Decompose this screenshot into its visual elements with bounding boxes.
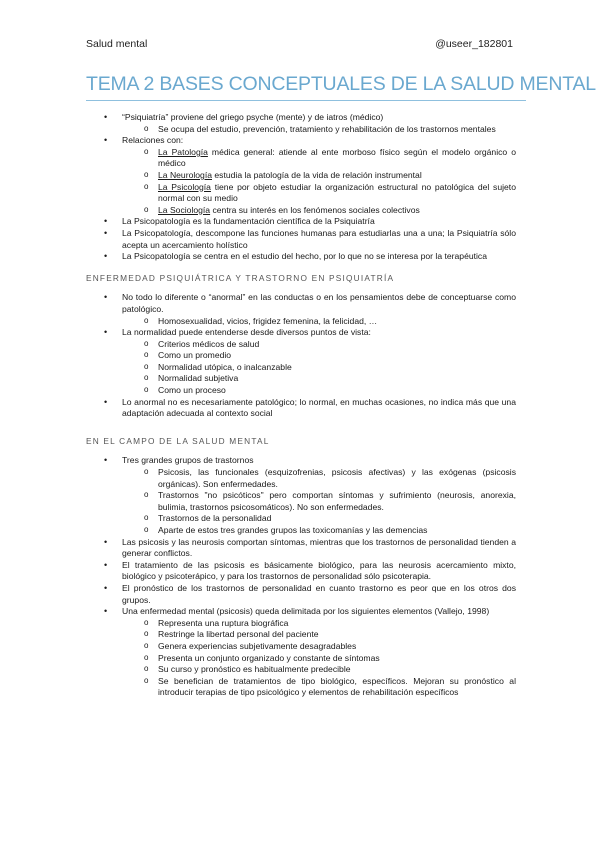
sub-item: o Se benefician de tratamientos de tipo biológico, específicos. Mejoran su pronóstico al introducir terapias de tipo psicológico y elementos de rehabilitación específicos [122, 676, 516, 699]
list-item: • El tratamiento de las psicosis es básicamente biológico, para las neurosis acercamiento mixto, biológico y psicoterápico, y para los trastornos de personalidad sólo psicoterapia. [86, 560, 516, 583]
sub-item: o Representa una ruptura biográfica [122, 618, 516, 630]
sub-item: o Homosexualidad, vicios, frigidez femenina, la felicidad, … [122, 316, 516, 328]
sub-item: o La Neurología estudia la patología de la vida de relación instrumental [122, 170, 516, 182]
term: La Sociología [158, 204, 211, 215]
section3-list [86, 455, 516, 698]
list-item: • La Psicopatología se centra en el estudio del hecho, por lo que no se interesa por la terapéutica [86, 251, 516, 263]
sub-item: o Su curso y pronóstico es habitualmente predecible [122, 664, 516, 676]
page-title: TEMA 2 BASES CONCEPTUALES DE LA SALUD MENTAL [86, 73, 526, 101]
list-item: • La Psicopatología, descompone las funciones humanas para estudiarlas una a una; la Psiquiatría sólo acepta un acercamiento holístico [86, 228, 516, 251]
sub-item: o Presenta un conjunto organizado y constante de síntomas [122, 653, 516, 665]
list-item: • La Psicopatología es la fundamentación científica de la Psiquiatría [86, 216, 516, 228]
sub-item: o Restringe la libertad personal del paciente [122, 629, 516, 641]
term: La Neurología [158, 169, 212, 180]
sub-item: o Se ocupa del estudio, prevención, tratamiento y rehabilitación de los trastornos mentales [122, 124, 516, 136]
sub-item: o Normalidad utópica, o inalcanzable [122, 362, 516, 374]
sub-item: o Normalidad subjetiva [122, 373, 516, 385]
header-right: @useer_182801 [435, 38, 513, 50]
header-left: Salud mental [86, 38, 148, 50]
page-header [86, 38, 513, 50]
term: La Psicología [158, 181, 211, 192]
sub-item: o La Patología médica general: atiende al ente morboso físico según el modelo orgánico o médico [122, 147, 516, 170]
list-item: • Una enfermedad mental (psicosis) queda delimitada por los siguientes elementos (Vallejo, 1998) o Representa una ruptura biográfica o Restringe la libertad personal del paciente o Genera experiencias subjetivamente desagradables o Presenta un conjunto organizado y constante de síntomas o Su curso y pronóstico es habitualmente predecible o Se benefician de tratamientos de tipo biológico, específicos. Mejoran su pronóstico al introducir terapias de tipo psicológico y elementos de rehabilitación específicos [86, 606, 516, 699]
list-item: • Las psicosis y las neurosis comportan síntomas, mientras que los trastornos de personalidad tienden a generar conflictos. [86, 537, 516, 560]
section-heading: EN EL CAMPO DE LA SALUD MENTAL [86, 435, 270, 446]
sub-item: o Genera experiencias subjetivamente desagradables [122, 641, 516, 653]
section1-list [86, 112, 516, 263]
sub-item: o La Sociología centra su interés en los fenómenos sociales colectivos [122, 205, 516, 217]
sub-item: o Criterios médicos de salud [122, 339, 516, 351]
sub-item: o Trastornos "no psicóticos" pero comportan síntomas y sufrimiento (neurosis, anorexia, bulimia, trastornos psicosomáticos). No son enfermedades. [122, 490, 516, 513]
list-item: • Tres grandes grupos de trastornos o Psicosis, las funcionales (esquizofrenias, psicosis afectivas) y las exógenas (psicosis orgánicas). Son enfermedades. o Trastornos "no psicóticos" pero comportan síntomas y sufrimiento (neurosis, anorexia, bulimia, trastornos psicosomáticos). No son enfermedades. o Trastornos de la personalidad o Aparte de estos tres grandes grupos las toxicomanías y las demencias [86, 455, 516, 536]
document-body [86, 112, 516, 699]
sub-item: o Como un proceso [122, 385, 516, 397]
list-item: • Lo anormal no es necesariamente patológico; lo normal, en muchas ocasiones, no indica más que una adaptación adecuada al contexto social [86, 397, 516, 420]
sub-item: o Psicosis, las funcionales (esquizofrenias, psicosis afectivas) y las exógenas (psicosis orgánicas). Son enfermedades. [122, 467, 516, 490]
list-item: • No todo lo diferente o “anormal” en las conductas o en los pensamientos debe de conceptuarse como patológico. o Homosexualidad, vicios, frigidez femenina, la felicidad, … [86, 292, 516, 327]
section-heading: ENFERMEDAD PSIQUIÁTRICA Y TRASTORNO EN PSIQUIATRÍA [86, 272, 395, 283]
list-item: • Relaciones con: o La Patología médica general: atiende al ente morboso físico según el modelo orgánico o médico o La Neurología estudia la patología de la vida de relación instrumental o La Psicología tiene por objeto estudiar la organización estructural no patológica del sujeto normal con su medio o La Sociología centra su interés en los fenómenos sociales colectivos [86, 135, 516, 216]
list-item: • La normalidad puede entenderse desde diversos puntos de vista: o Criterios médicos de salud o Como un promedio o Normalidad utópica, o inalcanzable o Normalidad subjetiva o Como un proceso [86, 327, 516, 397]
term: La Patología [158, 146, 208, 157]
sub-item: o Como un promedio [122, 350, 516, 362]
sub-item: o Trastornos de la personalidad [122, 513, 516, 525]
list-item: • El pronóstico de los trastornos de personalidad en cuanto trastorno es peor que en los otros dos grupos. [86, 583, 516, 606]
sub-item: o La Psicología tiene por objeto estudiar la organización estructural no patológica del sujeto normal con su medio [122, 182, 516, 205]
sub-item: o Aparte de estos tres grandes grupos las toxicomanías y las demencias [122, 525, 516, 537]
section2-list [86, 292, 516, 420]
list-item: • “Psiquiatría” proviene del griego psyche (mente) y de iatros (médico) o Se ocupa del estudio, prevención, tratamiento y rehabilitación de los trastornos mentales [86, 112, 516, 135]
